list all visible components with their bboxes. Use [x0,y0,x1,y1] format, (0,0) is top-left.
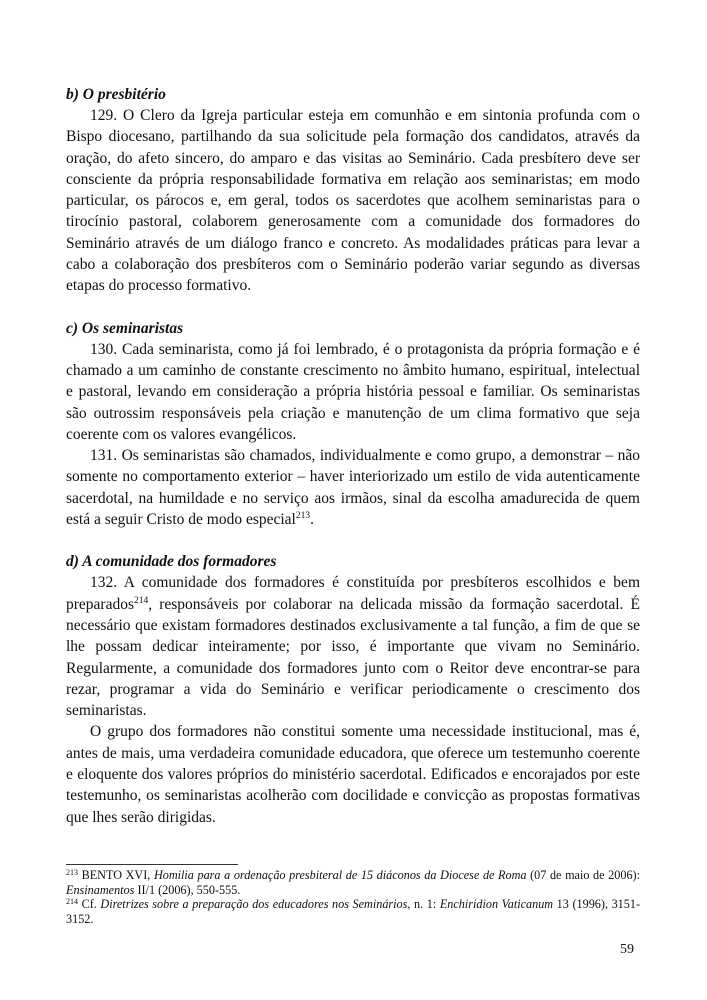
footnote-title: Diretrizes sobre a preparação dos educadores nos Seminários [100,897,408,911]
paragraph-132-text: , responsáveis por colaborar na delicada missão da formação sacerdotal. É necessário que existam formadores destinados exclusivamente a tal função, a fim de que se lhe possam dedicar inteiramente; por isso, é importante que vivam no Seminário. Regularmente, a comunidade dos formadores junto com o Reitor deve encontrar-se para rezar, programar a vida do Seminário e verificar periodicamente o crescimento dos seminaristas. [66,595,640,720]
footnote-title: Homilia para a ordenação presbiteral de 15 diáconos da Diocese de Roma [153,868,527,882]
paragraph-131-text: 131. Os seminaristas são chamados, individualmente e como grupo, a demonstrar – não somente no comportamento exterior – haver interiorizado um estilo de vida autenticamente sacerdotal, na humildade e no serviço aos irmãos, sinal da escolha amadurecida de quem está a seguir Cristo de modo especial [66,447,640,529]
paragraph-131 [66,445,640,530]
footnote-author: BENTO XVI, [81,868,154,882]
footnote-source-details: II/1 (2006), 550-555. [134,882,241,897]
footnote-source-details: 13 (1996), 3151-3152. [66,897,641,926]
footnote-details: , n. 1: [407,897,440,911]
paragraph-130: 130. Cada seminarista, como já foi lembrado, é o protagonista da própria formação e é chamado a um caminho de constante crescimento no âmbito humano, espiritual, intelectual e pastoral, levando em consideração a própria história pessoal e familiar. Os seminaristas são outrossim responsáveis pela criação e manutenção de um clima formativo que seja coerente com os valores evangélicos. [66,340,640,443]
paragraph-129: 129. O Clero da Igreja particular esteja em comunhão e em sintonia profunda com o Bispo diocesano, partilhando da sua solicitude pela formação dos candidatos, através da oração, do afeto sincero, do amparo e das visitas ao Seminário. Cada presbítero deve ser consciente da própria responsabilidade formativa em relação aos seminaristas; em modo particular, os párocos e, em geral, todos os sacerdotes que acolhem seminaristas para o tirocínio pastoral, colaborem generosamente com a comunidade dos formadores do Seminário através de um diálogo franco e concreto. As modalidades práticas para levar a cabo a colaboração dos presbíteros com o Seminário poderão variar segundo as diversas etapas do processo formativo. [66,107,640,295]
paragraph-grupo-formadores: O grupo dos formadores não constitui somente uma necessidade institucional, mas é, antes de mais, uma verdadeira comunidade educadora, que oferece um testemunho coerente e eloquente dos valores próprios do ministério sacerdotal. Edificados e encorajados por este testemunho, os seminaristas acolherão com docilidade e convicção as propostas formativas que lhes serão dirigidas. [66,723,640,826]
paragraph-131-end: . [310,511,314,529]
footnote-details: (07 de maio de 2006): [526,868,640,882]
footnote-author: Cf. [81,897,101,911]
section-heading-formadores: d) A comunidade dos formadores [66,553,277,571]
section-heading-seminaristas: c) Os seminaristas [66,319,184,337]
page-body [66,84,640,828]
section-heading-presbiterio: b) O presbitério [66,86,166,103]
footnote-ref-214[interactable]: 214 [134,595,149,606]
footnote-number: 214 [66,897,78,906]
footnote-source: Enchiridion Vaticanum [439,897,554,911]
footnotes [66,868,640,926]
footnote-number: 213 [66,868,78,877]
footnote-ref-213[interactable]: 213 [295,511,311,522]
footnote-214 [66,897,640,926]
paragraph-132 [66,572,640,721]
footnote-separator [66,864,238,865]
footnote-213 [66,868,640,897]
footnote-source: Ensinamentos [66,882,135,897]
page-number: 59 [620,942,634,957]
paragraph-132-start: 132. A comunidade dos formadores é constituída por presbíteros escolhidos e bem preparados [66,574,640,613]
